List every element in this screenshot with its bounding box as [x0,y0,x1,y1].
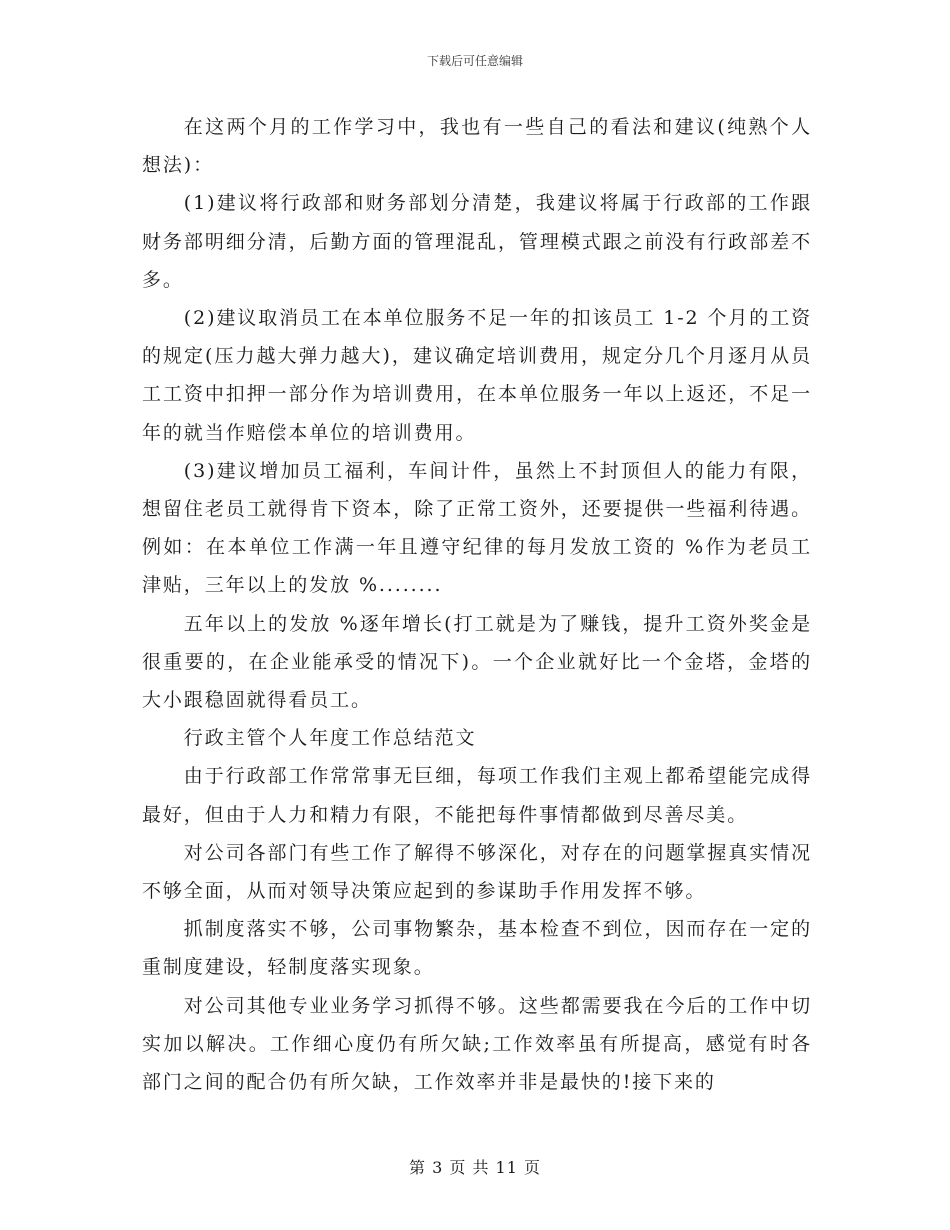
paragraph: (1)建议将行政部和财务部划分清楚，我建议将属于行政部的工作跟财务部明细分清，后勤方面的管理混乱，管理模式跟之前没有行政部差不多。 [142,192,812,291]
paragraph: (2)建议取消员工在本单位服务不足一年的扣该员工 1-2 个月的工资的规定(压力越大弹力越大)，建议确定培训费用，规定分几个月逐月从员工工资中扣押一部分作为培训费用，在本单位服务一年以上返还，不足一年的就当作赔偿本单位的培训费用。 [142,307,812,444]
paragraph: 对公司其他专业业务学习抓得不够。这些都需要我在今后的工作中切实加以解决。工作细心度仍有所欠缺;工作效率虽有所提高，感觉有时各部门之间的配合仍有所欠缺，工作效率并非是最快的!接下来的 [142,994,812,1094]
paragraph: 抓制度落实不够，公司事物繁杂，基本检查不到位，因而存在一定的重制度建设，轻制度落实现象。 [142,918,812,979]
document-body [142,108,812,1101]
page-header: 下载后可任意编辑 [426,54,523,68]
paragraph: 五年以上的发放 %逐年增长(打工就是为了赚钱，提升工资外奖金是很重要的，在企业能承受的情况下)。一个企业就好比一个金塔，金塔的大小跟稳固就得看员工。 [142,612,812,712]
paragraph: 在这两个月的工作学习中，我也有一些自己的看法和建议(纯熟个人想法)： [142,116,812,177]
paragraph: (3)建议增加员工福利，车间计件，虽然上不封顶但人的能力有限，想留住老员工就得肯下资本，除了正常工资外，还要提供一些福利待遇。例如：在本单位工作满一年且遵守纪律的每月发放工资的 %作为老员工津贴，三年以上的发放 %........ [142,459,812,597]
paragraph: 由于行政部工作常常事无巨细，每项工作我们主观上都希望能完成得最好，但由于人力和精力有限，不能把每件事情都做到尽善尽美。 [142,765,812,826]
section-title: 行政主管个人年度工作总结范文 [183,727,477,750]
paragraph: 对公司各部门有些工作了解得不够深化，对存在的问题掌握真实情况不够全面，从而对领导决策应起到的参谋助手作用发挥不够。 [142,841,812,903]
page-number: 第 3 页 共 11 页 [409,1158,541,1177]
